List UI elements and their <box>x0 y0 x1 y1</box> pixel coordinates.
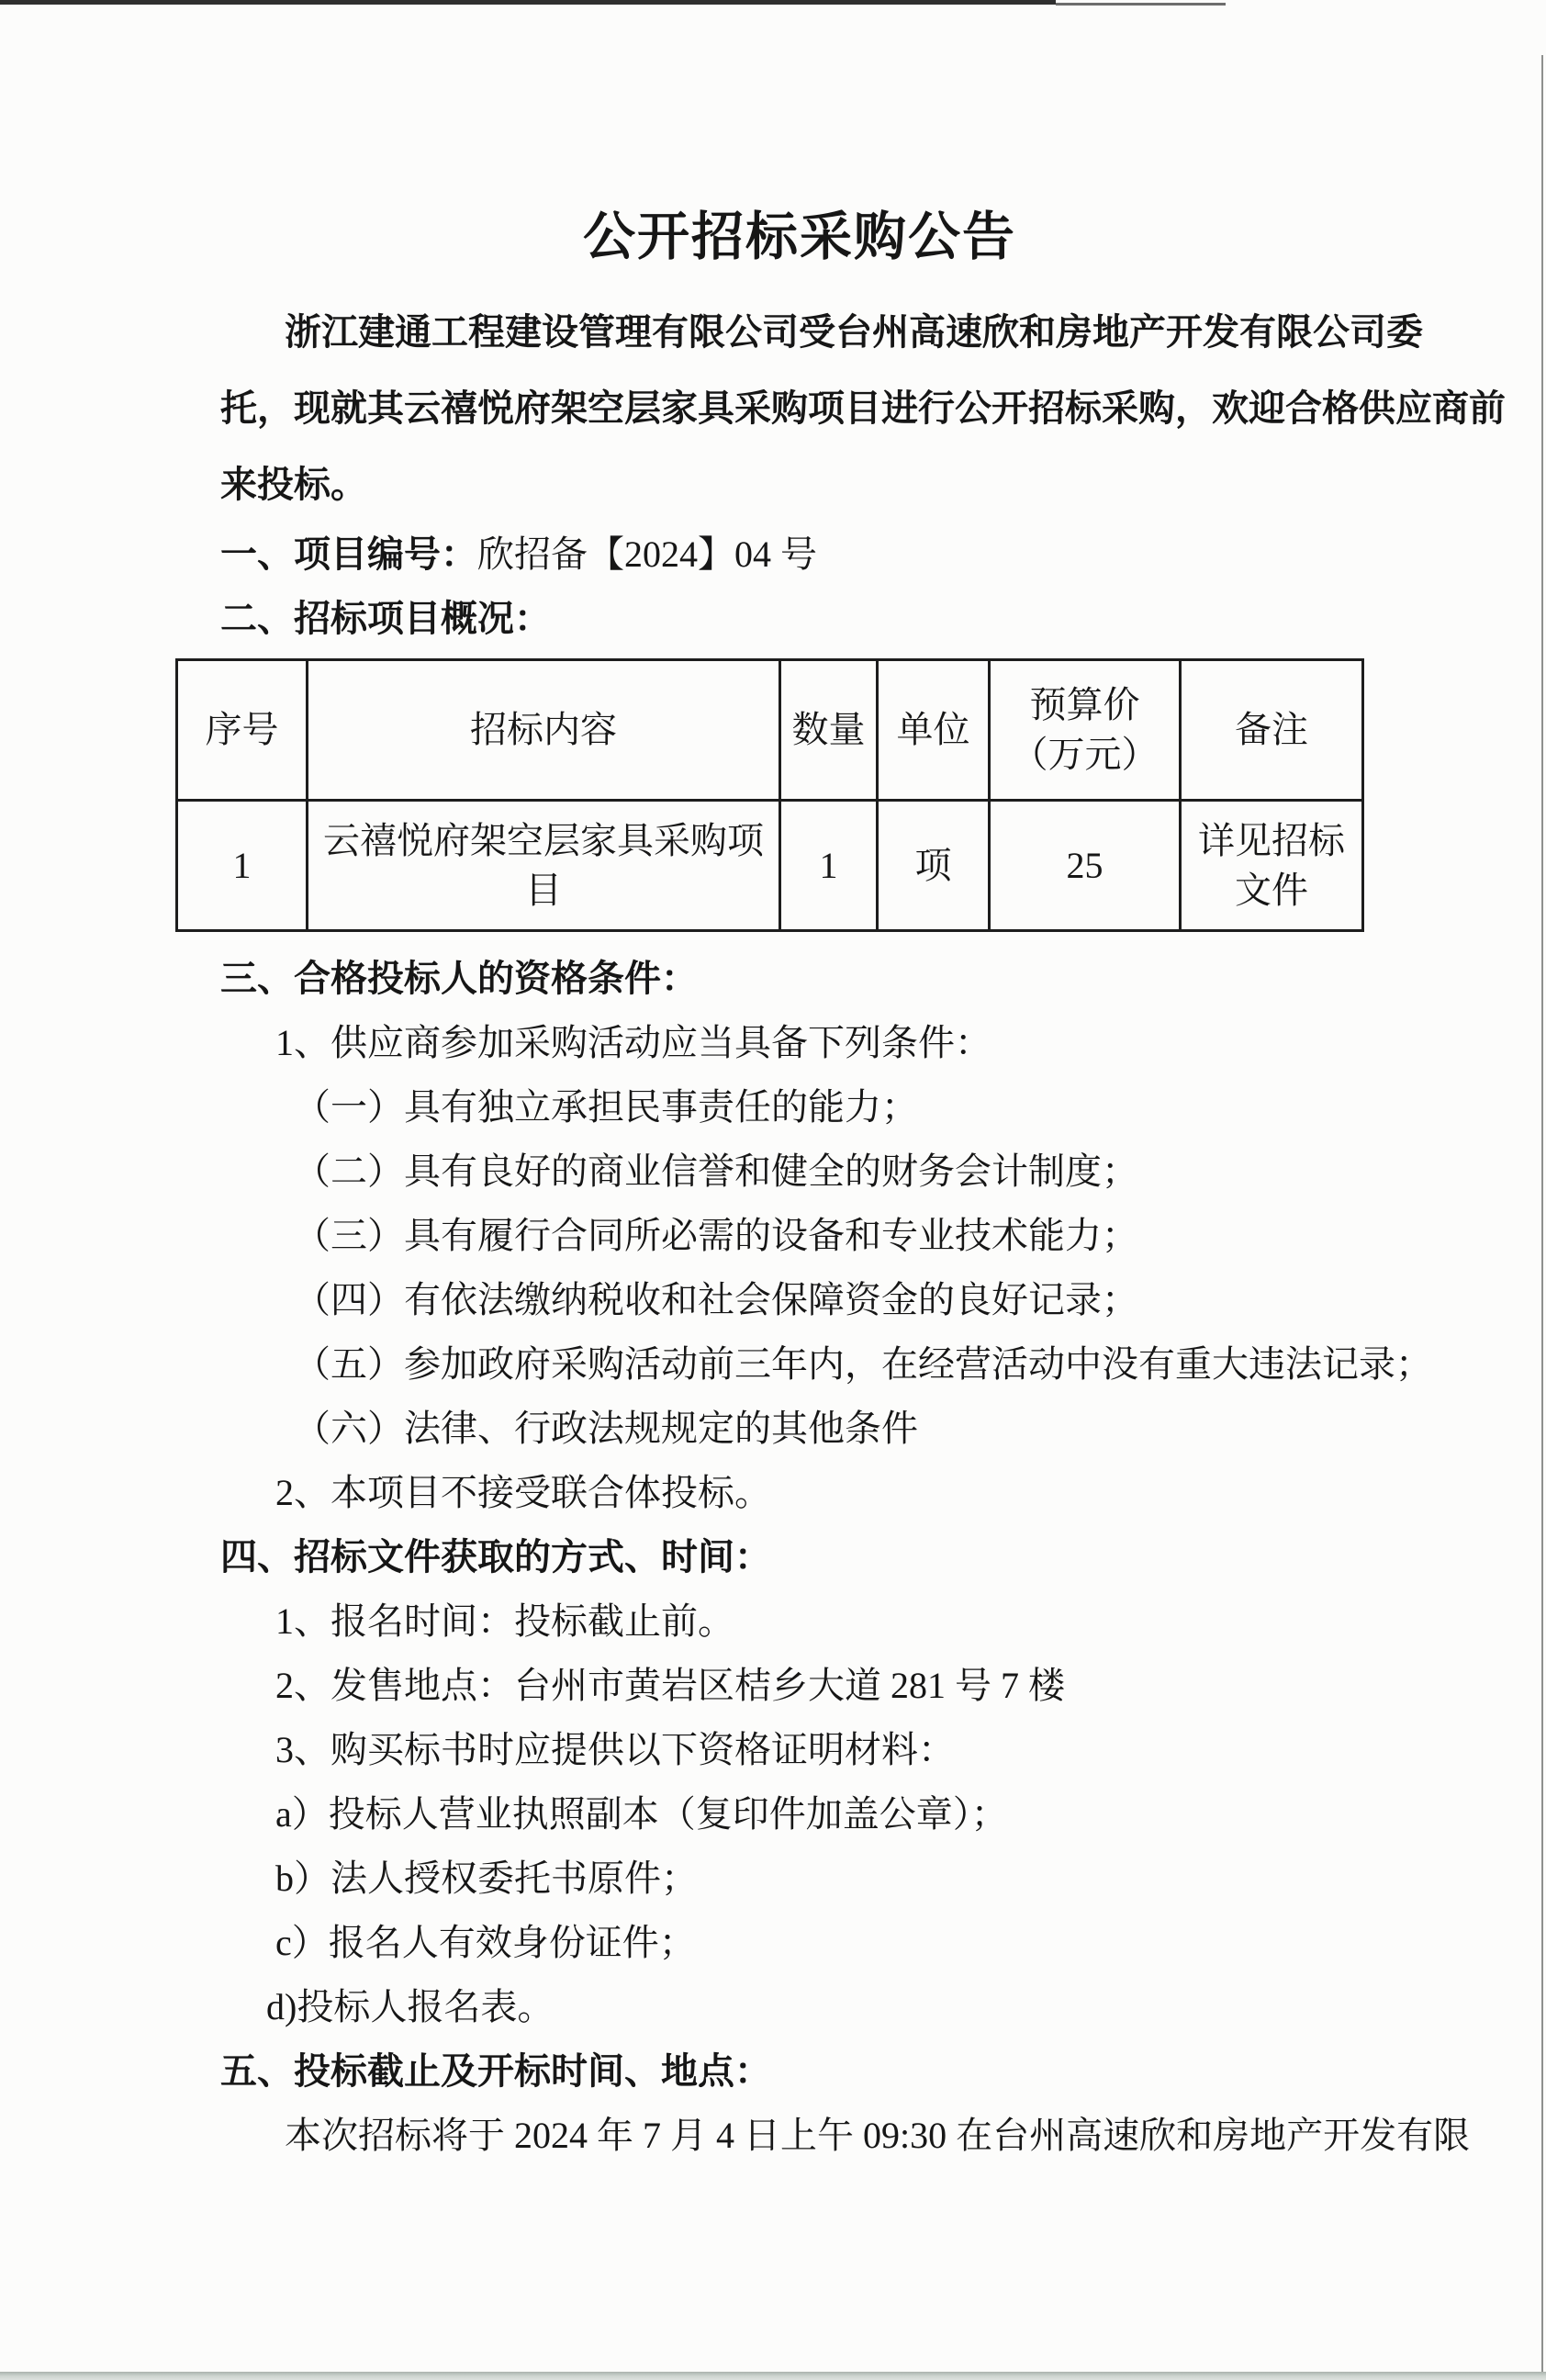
scan-edge-artifact-right <box>1541 55 1543 2378</box>
body-text-line <box>220 1461 1379 1525</box>
page-title: 公开招标采购公告 <box>583 208 1016 266</box>
body-text-line <box>220 1075 1379 1139</box>
section-heading-line <box>220 522 1379 587</box>
table-header-cell: 招标内容 <box>308 660 780 801</box>
intro-line: 来投标。 <box>220 464 367 505</box>
table-row <box>177 801 1363 931</box>
section-heading-line <box>220 587 1379 651</box>
body-text-line <box>220 1911 1379 1975</box>
regular-text: （一）具有独立承担民事责任的能力； <box>294 1086 918 1128</box>
table-cell-quantity: 1 <box>780 801 878 931</box>
body-text-line <box>220 1204 1379 1268</box>
regular-text: （六）法律、行政法规规定的其他条件 <box>294 1408 918 1449</box>
regular-text: 2、本项目不接受联合体投标。 <box>275 1472 771 1513</box>
regular-text: 欣招备【2024】04 号 <box>477 533 817 575</box>
body-text-line <box>220 1139 1379 1204</box>
table-header-cell: 序号 <box>177 660 308 801</box>
section-heading-line <box>220 947 1379 1011</box>
body-text-line <box>220 2104 1471 2168</box>
bold-text: 四、招标文件获取的方式、时间： <box>220 1536 771 1577</box>
table-header-cell: 单位 <box>878 660 990 801</box>
table-cell-content: 云禧悦府架空层家具采购项目 <box>308 801 780 931</box>
scan-edge-artifact-bottom <box>0 2372 1546 2380</box>
regular-text: b）法人授权委托书原件； <box>275 1858 698 1899</box>
intro-paragraph <box>220 294 1506 522</box>
table-header-row <box>177 660 1363 801</box>
regular-text: 1、供应商参加采购活动应当具备下列条件： <box>275 1022 991 1063</box>
regular-text: （四）有依法缴纳税收和社会保障资金的良好记录； <box>294 1279 1138 1320</box>
table-header-cell: 预算价（万元） <box>990 660 1181 801</box>
body-text-line <box>220 1847 1379 1911</box>
regular-text: 3、购买标书时应提供以下资格证明材料： <box>275 1729 955 1770</box>
intro-line: 托，现就其云禧悦府架空层家具采购项目进行公开招标采购，欢迎合格供应商前 <box>220 387 1506 429</box>
regular-text: d)投标人报名表。 <box>266 1986 555 2027</box>
regular-text: （三）具有履行合同所必需的设备和专业技术能力； <box>294 1215 1138 1256</box>
body-text-line <box>220 1397 1379 1461</box>
body-text-line <box>220 1782 1379 1847</box>
bold-text: 二、招标项目概况： <box>220 598 551 639</box>
bold-text: 五、投标截止及开标时间、地点： <box>220 2050 771 2092</box>
body-text-line <box>220 1718 1379 1782</box>
document-content <box>205 0 1506 2168</box>
body-text-line <box>220 1011 1379 1075</box>
body-text-line <box>220 1332 1432 1397</box>
bold-text: 三、合格投标人的资格条件： <box>220 958 698 999</box>
table-cell-budget: 25 <box>990 801 1181 931</box>
table-cell-remark: 详见招标文件 <box>1181 801 1363 931</box>
regular-text: c）报名人有效身份证件； <box>275 1922 696 1963</box>
regular-text: a）投标人营业执照副本（复印件加盖公章）； <box>275 1793 1008 1835</box>
table-cell-seq: 1 <box>177 801 308 931</box>
section-heading-line <box>220 1525 1379 1589</box>
table-header-cell: 备注 <box>1181 660 1363 801</box>
body-lines-before-table <box>220 522 1379 651</box>
regular-text: （五）参加政府采购活动前三年内，在经营活动中没有重大违法记录； <box>294 1343 1432 1385</box>
body-text-line <box>220 1975 1379 2039</box>
bid-overview-table <box>175 658 1364 932</box>
bold-text: 一、项目编号： <box>220 533 477 575</box>
body-text-line <box>220 1654 1379 1718</box>
body-text-line <box>220 1268 1379 1332</box>
table-cell-unit: 项 <box>878 801 990 931</box>
regular-text: （二）具有良好的商业信誉和健全的财务会计制度； <box>294 1151 1138 1192</box>
intro-line: 浙江建通工程建设管理有限公司受台州高速欣和房地产开发有限公司委 <box>285 311 1423 353</box>
regular-text: 1、报名时间：投标截止前。 <box>275 1600 734 1642</box>
body-text-line <box>220 1589 1379 1654</box>
regular-text: 本次招标将于 2024 年 7 月 4 日上午 09:30 在台州高速欣和房地产开发有限 <box>285 2115 1471 2156</box>
table-header-cell: 数量 <box>780 660 878 801</box>
body-lines-after-table <box>220 947 1471 2168</box>
section-heading-line <box>220 2039 1379 2104</box>
regular-text: 2、发售地点：台州市黄岩区桔乡大道 281 号 7 楼 <box>275 1665 1065 1706</box>
